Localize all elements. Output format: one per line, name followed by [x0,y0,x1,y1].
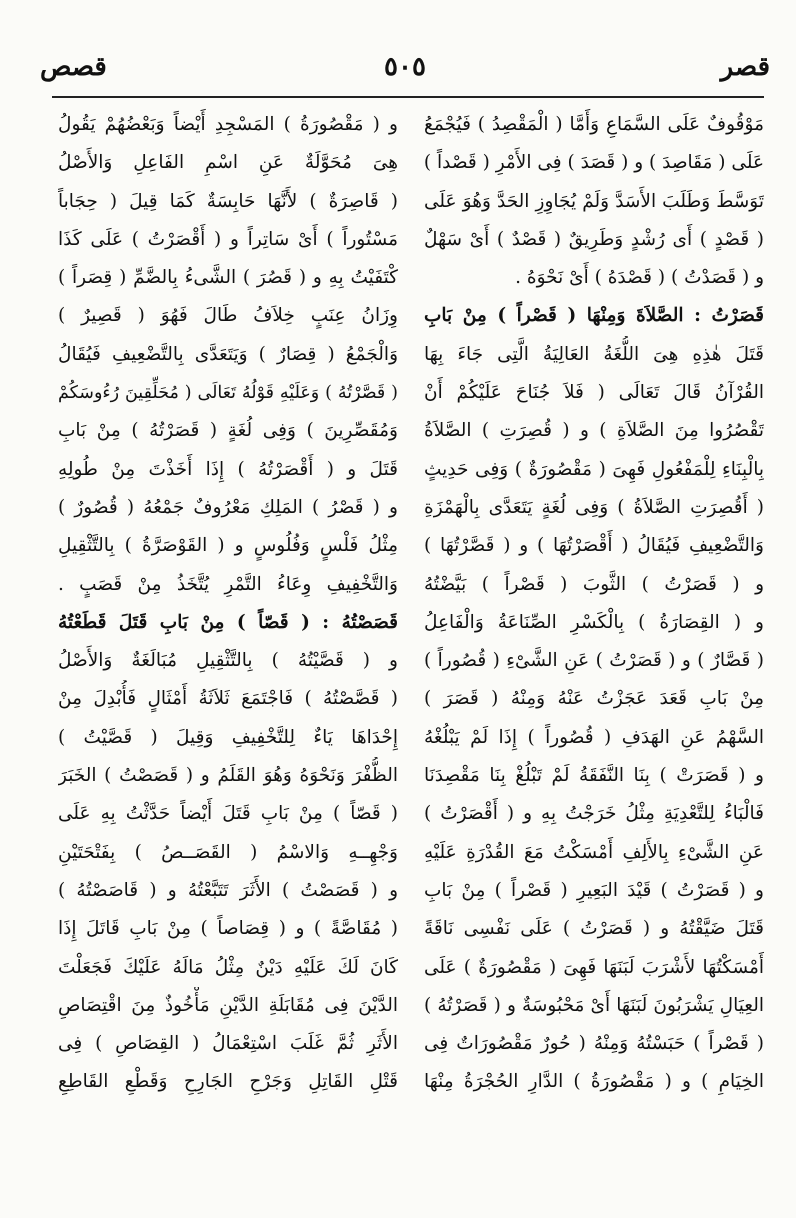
text-line: وَالْجَمْعُ ( قِصَارٌ ) وَيَتَعَدَّى بِالتَّضْعِيفِ فَيُقَالُ [58,343,398,365]
text-line: مِنْ بَابِ قَعَدَ عَجَزْتُ عَنْهُ وَمِنْهُ ( قَصَرَ ) [424,688,764,710]
text-line: كَانَ لَكَ عَلَيْهِ دَيْنٌ مِثْلُ مَالَهُ عَلَيْكَ فَجَعَلْتَ [58,956,398,978]
text-line: بِالْبِنَاءِ لِلْمَفْعُولِ فَهِىَ ( مَقْصُورَةٌ ) وَفِى حَدِيثٍ [424,458,764,480]
text-line: ( قَصَّارٌ ) و ( قَصَرْتُ ) عَنِ الشَّىْءِ ( قُصُوراً ) [424,650,764,672]
text-line: فَالْبَاءُ لِلتَّعْدِيَةِ مِثْلُ خَرَجْتُ بِهِ و ( أَقْصَرْتُ ) [424,803,764,825]
text-line: أَمْسَكْتُهَا لأَشْرَبَ لَبَنَهَا فَهِىَ ( مَقْصُورَةٌ ) عَلَى [424,956,764,978]
text-line: و ( مَقْصُورَةُ ) المَسْجِدِ أَيْضاً وَبَعْضُهُمْ يَقُولُ [58,114,398,135]
text-line: وِزَانُ عِنَبٍ خِلاَفُ طَالَ فَهُوَ ( قَصِيرٌ ) [58,305,398,327]
text-line: وَمُقَصِّرِينَ ) وَفِى لُغَةٍ ( قَصَرْتُهُ ) مِنْ بَابِ [58,420,398,442]
text-line: الأَثَرِ ثُمَّ غَلَبَ اسْتِعْمَالُ ( القِصَاصِ ) فِى [58,1033,398,1055]
page-number: ٥٠٥ [384,52,426,82]
text-line: إِحْدَاهَا يَاءٌ لِلتَّخْفِيفِ وَقِيلَ ( قَصَّيْتُ ) [58,726,398,748]
text-line: ( قَاصِرَةٌ ) لأَنَّهَا حَابِسَةٌ كَمَا قِيلَ ( حِجَاباً [58,190,398,212]
text-line: و ( قَصَرْتُ ) الثَّوبَ ( قَصْراً ) بَيَّضْتُهُ [424,573,764,595]
text-line: ( أَقُصِرَتِ الصَّلاَةُ ) وَفِى لُغَةٍ يَتَعَدَّى بِالْهَمْزَةِ [424,496,764,518]
text-line: و ( قَصَدْتُ ) ( قَصْدَهُ ) أَىْ نَحْوَهُ . [515,267,764,289]
text-line: وَجْهِــهِ وَالاسْمُ ( القَصَــصُ ) بِفَتْحَتَيْنِ [58,841,398,863]
text-line: ( قَصْدٍ ) أَى رُشْدٍ وَطَرِيقٌ ( قَصْدٌ ) أَىْ سَهْلٌ [424,228,764,250]
left-column [58,106,398,1126]
text-line: ( قَصَّرْتُهُ ) وَعَلَيْهِ قَوْلُهُ تَعَالَى ( مُحَلِّقِينَ رُءُوسَكُمْ [58,383,398,404]
left-running-headword: قصص [40,52,107,82]
header-rule [52,96,764,98]
page-header [40,52,770,92]
text-line: السَّهْمُ عَنِ الهَدَفِ ( قُصُوراً ) إِذَا لَمْ يَبْلُغْهُ [424,726,764,748]
text-line: الظُّفْرَ وَنَحْوَهُ وَهُوَ القَلَمُ و ( قَصَصْتُ ) الخَبَرَ [58,765,398,787]
text-line: قَتَلَ هٰذِهِ هِىَ اللُّغَةُ العَالِيَةُ الَّتِى جَاءَ بِهَا [424,343,764,365]
text-line: و ( قَصَّيْتُهُ ) بِالتَّثْقِيلِ مُبَالَغَةٌ وَالأَصْلُ [58,650,398,672]
text-line: تَقْصُرُوا مِنَ الصَّلاَةِ ) و ( قُصِرَتِ ) الصَّلاَةُ [424,420,764,442]
entry-line: قَصَرْتُ : الصَّلاَةَ وَمِنْهَا ( قَصْراً ) مِنْ بَابِ [424,305,764,327]
text-line: قَتْلِ القَاتِلِ وَجَرْحِ الجَارِحِ وَقَطْعِ القَاطِعِ [58,1071,398,1093]
text-line: قَتَلَ ضَيَّقْتُهُ و ( قَصَرْتُ ) عَلَى نَفْسِى نَاقَةً [424,918,764,940]
text-line: هِىَ مُحَوَّلَةٌ عَنِ اسْمِ الفَاعِلِ وَالأَصْلُ [58,152,398,174]
text-line: قَتَلَ و ( أَقْصَرْتُهُ ) إِذَا أَخَذْتَ مِنْ طُولِهِ [58,458,398,480]
text-line: العِيَالِ يَشْرَبُونَ لَبَنَهَا أَىْ مَحْبُوسَةٌ و ( قَصَرْتُهُ ) [424,994,764,1016]
text-line: عَنِ الشَّىْءِ بِالأَلِفِ أَمْسَكْتُ مَعَ القُدْرَةِ عَلَيْهِ [424,841,764,863]
text-line: تَوَسَّطَ وَطَلَبَ الأَسَدَّ وَلَمْ يُجَاوِزِ الحَدَّ وَهُوَ عَلَى [424,190,764,212]
text-line: ( مُقَاصَّةً ) و ( قِصَاصاً ) مِنْ بَابِ قَاتَلَ إِذَا [58,918,398,940]
text-line: و ( قَصَرْتُ ) قَيْدَ البَعِيرِ ( قَصْراً ) مِنْ بَابِ [424,879,764,901]
entry-line: قَصَصْتُهُ : ( قَصّاً ) مِنْ بَابِ قَتَلَ قَطَعْتُهُ [58,611,398,633]
text-line: مَسْتُوراً ) أَىْ سَاتِراً و ( أَقْصَرْتُ ) عَلَى كَذَا [58,228,398,250]
text-line: ( قَصْراً ) حَبَسْتُهُ وَمِنْهُ ( حُورٌ مَقْصُورَاتٌ فِى [424,1033,764,1055]
text-line: ( قَصّاً ) مِنْ بَابِ قَتَلَ أَيْضاً حَدَّثْتُ بِهِ عَلَى [58,803,398,825]
text-line: مِثْلُ فَلْسٍ وَفُلُوسٍ و ( القَوْصَرَّةُ ) بِالتَّثْقِيلِ [58,535,398,557]
text-line: وَالتَّخْفِيفِ وِعَاءُ التَّمْرِ يُتَّخَذُ مِنْ قَصَبٍ . [58,573,398,595]
text-line: و ( القِصَارَةُ ) بِالْكَسْرِ الصِّنَاعَةُ وَالْفَاعِلُ [424,611,764,633]
text-line: وَالتَّضْعِيفِ فَيُقَالُ ( أَقْصَرْتُهَا ) و ( قَصَّرْتُهَا ) [424,535,764,557]
text-line: و ( قَصَرَتْ ) بِنَا النَّفَقَةُ لَمْ تَبْلُغْ بِنَا مَقْصِدَنَا [424,765,764,787]
right-column [424,106,764,1126]
text-line: مَوْقُوفٌ عَلَى السَّمَاعِ وَأَمَّا ( الْمَقْصِدُ ) فَيُجْمَعُ [424,114,764,135]
text-line: كْتَفَيْتُ بِهِ و ( قَصُرَ ) الشَّىءُ بِالضَّمِّ ( قِصَراً ) [58,267,398,289]
right-running-headword: قصر [720,52,770,82]
text-line: عَلَى ( مَقَاصِدَ ) و ( قَصَدَ ) فِى الأَمْرِ ( قَصْداً ) [424,152,764,174]
text-line: الخِيَامِ ) و ( مَقْصُورَةُ ) الدَّارِ الحُجْرَةُ مِنْهَا [424,1071,764,1093]
text-line: و ( قَصَصْتُ ) الأَثَرَ تَتَبَّعْتُهُ و ( قَاصَصْتُهُ ) [58,879,398,901]
text-line: الدَّيْنَ فِى مُقَابَلَةِ الدَّيْنِ مَأْخُوذٌ مِنَ اقْتِصَاصِ [58,994,398,1016]
text-line: و ( قَصْرُ ) المَلِكِ مَعْرُوفٌ جَمْعُهُ ( قُصُورٌ ) [58,496,398,518]
text-line: ( قَصَّصْتُهُ ) فَاجْتَمَعَ ثَلاَثَةُ أَمْثَالٍ فَأُبْدِلَ مِنْ [58,688,398,710]
text-line: القُرْآنُ قَالَ تَعَالَى ( فَلاَ جُنَاحَ عَلَيْكُمْ أَنْ [424,382,764,404]
